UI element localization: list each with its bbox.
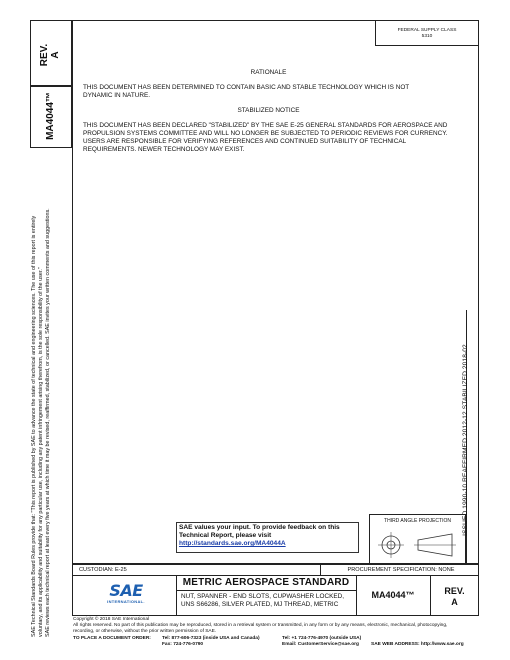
description-line-2: UNS S66286, SILVER PLATED, MJ THREAD, METRIC [181, 601, 339, 609]
left-rev-label [39, 25, 61, 85]
custodian: CUSTODIAN: E-25 [79, 567, 127, 573]
fsc-value: 5310 [421, 33, 433, 39]
footer-fax: Fax: 724-776-0790 [162, 642, 204, 647]
order-label: TO PLACE A DOCUMENT ORDER: [73, 636, 151, 641]
title-doc-id: MA4044™ [371, 590, 415, 600]
footer-contact-intl [282, 636, 361, 648]
sae-rules-line-1: SAE Technical Standards Board Rules provide that: "This report is published by SAE to advance the state of technical and engineering sciences. The use of this report is entirely [31, 215, 37, 637]
rev-value-text: A [50, 51, 61, 59]
feedback-line-2: Technical Report, please visit [179, 532, 272, 539]
projection-label: THIRD ANGLE PROJECTION [384, 518, 451, 524]
title-block-row-divider [72, 575, 479, 576]
federal-supply-class [375, 28, 479, 39]
title-divider [176, 590, 356, 591]
procurement-spec: PROCUREMENT SPECIFICATION: NONE [347, 567, 455, 573]
sae-logo-text: SAE [109, 581, 143, 600]
footer-rights-line-1: All rights reserved. No part of this publication may be reproduced, stored in a retrieval system or transmitted, in any form or by any means, electronic, mechanical, photocopying, [73, 623, 448, 628]
footer-contact-usa [162, 636, 260, 648]
rationale-heading: RATIONALE [250, 69, 287, 76]
sae-rules-text [31, 147, 55, 637]
standard-title: METRIC AEROSPACE STANDARD [182, 577, 350, 588]
issue-history: ISSUED 1990-10 REAFFIRMED 2012-12 STABILIZED 2018-02 [462, 344, 469, 536]
feedback-text [179, 524, 359, 548]
sae-logo [100, 582, 152, 604]
title-rev-label: REV. [444, 586, 465, 596]
sae-rules-line-3: SAE reviews each technical report at least every five years at which time it may be revised, reaffirmed, stabilized, or cancelled. SAE invites your written comments and suggestions. [45, 208, 52, 637]
stabilized-heading: STABILIZED NOTICE [237, 107, 300, 114]
custodian-divider [320, 564, 321, 575]
fsc-label: FEDERAL SUPPLY CLASS [397, 28, 457, 33]
title-rev-value: A [451, 597, 458, 607]
footer-web[interactable]: SAE WEB ADDRESS: http://www.sae.org [371, 642, 464, 647]
part-description [181, 593, 357, 610]
description-line-1: NUT, SPANNER - END SLOTS, CUPWASHER LOCKED, [181, 593, 344, 600]
feedback-link[interactable]: http://standards.sae.org/MA4044A [179, 540, 286, 547]
stabilized-text: THIS DOCUMENT HAS BEEN DECLARED "STABILIZED" BY THE SAE E-25 GENERAL STANDARDS FOR AEROSPACE AND PROPULSION SYSTEMS COMMITTEE AND WILL NO LONGER BE SUBJECTED TO PERIODIC REVIEWS FOR CURRENCY. USERS ARE RESPONSIBLE FOR VERIFYING REFERENCES AND CONTINUED SUITABILITY OF TECHNICAL REQUIREMENTS. NEWER TECHNOLOGY MAY EXIST. [83, 122, 448, 153]
left-doc-id: MA4044™ [45, 92, 56, 140]
feedback-line-1: SAE values your input. To provide feedback on this [179, 524, 340, 531]
title-rev [430, 586, 479, 608]
footer-tel-usa: Tel: 877-606-7323 (inside USA and Canada) [162, 636, 260, 641]
main-frame [72, 20, 479, 564]
footer [73, 617, 483, 635]
rev-label-text: REV. [39, 43, 50, 67]
third-angle-projection-icon [376, 530, 460, 560]
rationale-text: THIS DOCUMENT HAS BEEN DETERMINED TO CONTAIN BASIC AND STABLE TECHNOLOGY WHICH IS NOT DYNAMIC IN NATURE. [83, 84, 410, 99]
footer-tel-outside: Tel: +1 724-776-4970 (outside USA) [282, 636, 362, 641]
footer-rights-line-2: recording, or otherwise, without the prior written permission of SAE. [73, 629, 217, 634]
sae-logo-sub: INTERNATIONAL. [107, 599, 145, 604]
footer-order-label [73, 636, 151, 642]
sae-rules-line-2: voluntary, and its applicability and suitability for any particular use, including any patent infringement arising therefrom, is the sole responsibility of the user." [38, 267, 45, 637]
footer-copyright: Copyright © 2018 SAE International [73, 617, 150, 622]
feedback-link-wrap [179, 540, 359, 548]
footer-email[interactable]: Email: CustomerService@sae.org [282, 642, 359, 647]
